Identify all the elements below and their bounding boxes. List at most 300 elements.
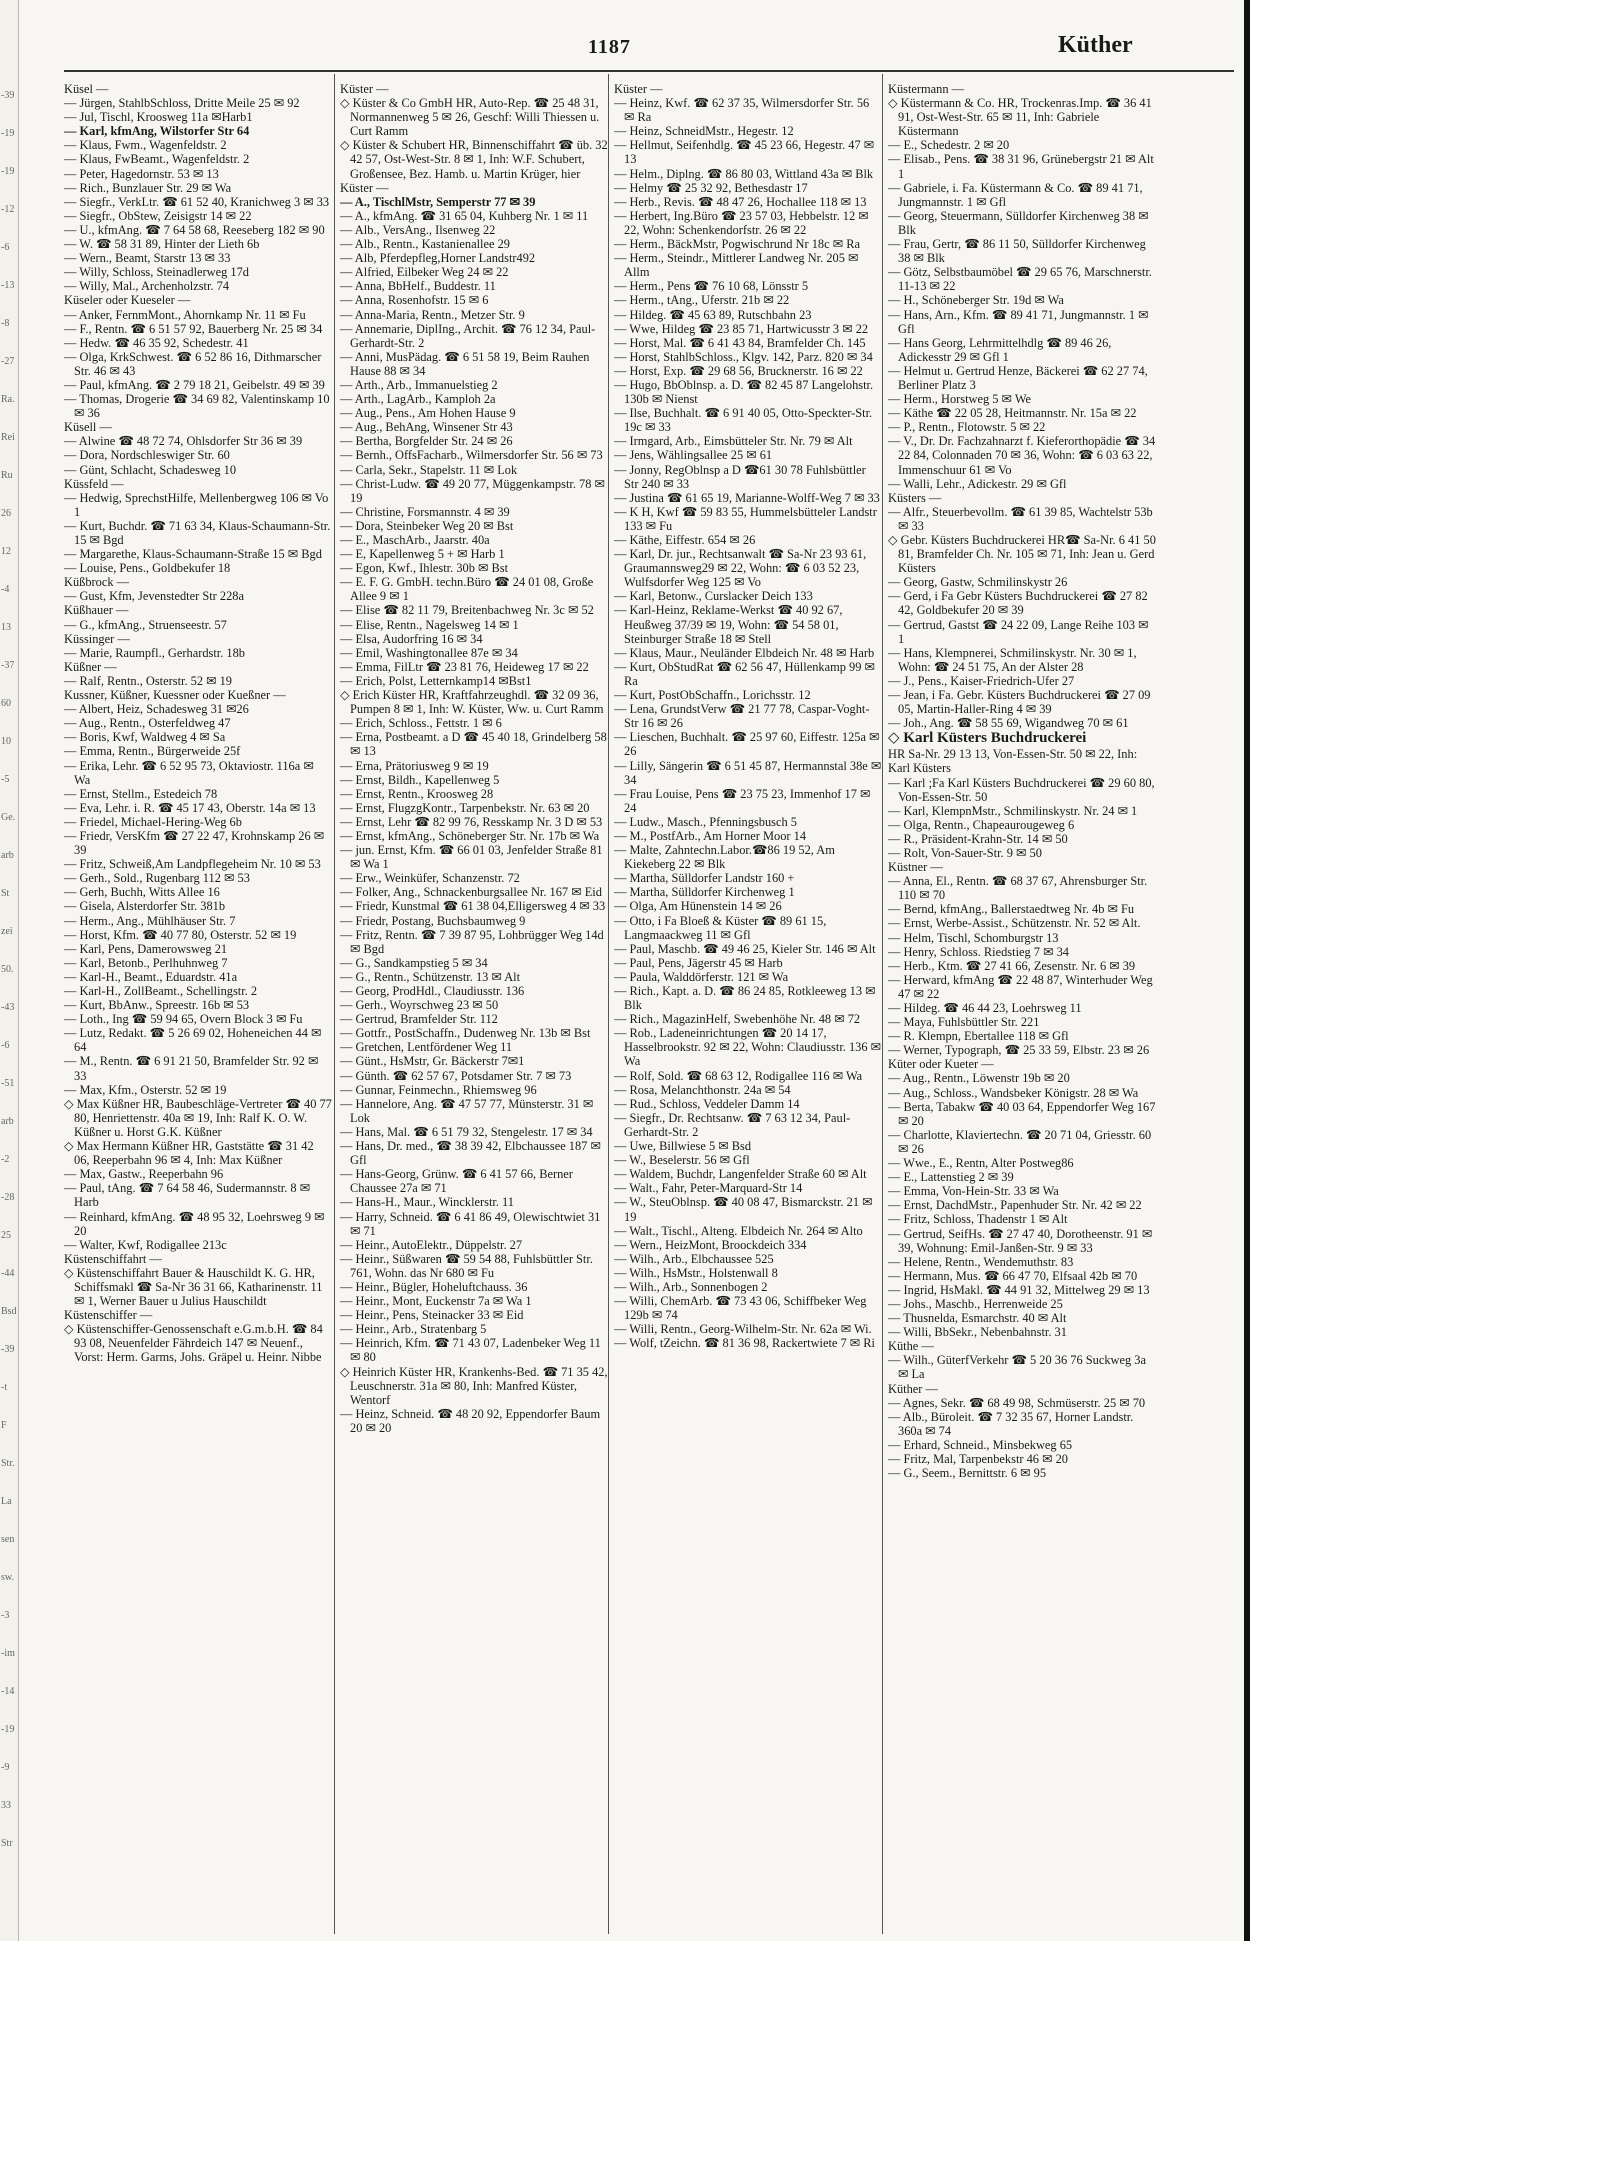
directory-entry: — Arth., Arb., Immanuelstieg 2 <box>340 377 498 392</box>
directory-entry: — Gunnar, Feinmechn., Rhiemsweg 96 <box>340 1082 537 1097</box>
directory-entry: — Anna, El., Rentn. ☎ 68 37 67, Ahrensburger Str. 110 ✉ 70 <box>888 874 1148 903</box>
directory-entry: — Gertrud, Bramfelder Str. 112 <box>340 1012 498 1027</box>
directory-entry: — Käthe ☎ 22 05 28, Heitmannstr. Nr. 15a ✉ 22 <box>888 406 1137 421</box>
directory-entry: — Alb., Rentn., Kastanienallee 29 <box>340 237 510 252</box>
directory-entry: — Waldem, Buchdr, Langenfelder Straße 60 ✉ Alt <box>614 1167 867 1182</box>
directory-entry: — Wern., Beamt, Starstr 13 ✉ 33 <box>64 251 231 266</box>
directory-entry: — J., Pens., Kaiser-Friedrich-Ufer 27 <box>888 673 1075 688</box>
directory-entry: — Friedel, Michael-Hering-Weg 6b <box>64 814 242 829</box>
directory-entry: — Carla, Sekr., Stapelstr. 11 ✉ Lok <box>340 462 518 477</box>
directory-entry: — M., PostfArb., Am Horner Moor 14 <box>614 828 807 843</box>
directory-entry: — Aug., Pens., Am Hohen Hause 9 <box>340 406 516 421</box>
edge-fragment: -43 <box>1 1002 15 1013</box>
edge-fragment: -14 <box>1 1686 15 1697</box>
surname-heading: Küseler oder Kueseler — <box>64 293 191 308</box>
column-2 <box>340 82 608 1932</box>
directory-entry: — Heinz, Schneid. ☎ 48 20 92, Eppendorfer Baum 20 ✉ 20 <box>340 1406 601 1435</box>
directory-entry: — Heinz, SchneidMstr., Hegestr. 12 <box>614 124 794 139</box>
directory-entry: — Helmut u. Gertrud Henze, Bäckerei ☎ 62 27 74, Berliner Platz 3 <box>888 363 1148 392</box>
directory-entry: — Elise ☎ 82 11 79, Breitenbachweg Nr. 3c ✉ 52 <box>340 603 594 618</box>
directory-entry: — Joh., Ang. ☎ 58 55 69, Wigandweg 70 ✉ 61 <box>888 716 1129 731</box>
directory-entry: — Uwe, Billwiese 5 ✉ Bsd <box>614 1139 752 1154</box>
directory-entry: — Karl-H., ZollBeamt., Schellingstr. 2 <box>64 984 258 998</box>
directory-entry: — Willi, ChemArb. ☎ 73 43 06, Schiffbeker Weg 129b ✉ 74 <box>614 1294 867 1323</box>
directory-entry: — Alfried, Eilbeker Weg 24 ✉ 22 <box>340 265 509 280</box>
directory-entry: — Willi, BbSekr., Nebenbahnstr. 31 <box>888 1325 1067 1340</box>
directory-entry: — Dora, Nordschleswiger Str. 60 <box>64 448 230 463</box>
edge-fragment: -51 <box>1 1078 15 1089</box>
directory-entry: — Gerh., Woyrschweg 23 ✉ 50 <box>340 998 499 1013</box>
directory-entry: — Arth., LagArb., Kamploh 2a <box>340 392 496 407</box>
directory-entry: — V., Dr. Dr. Fachzahnarzt f. Kieferorthopädie ☎ 34 22 84, Colonnaden 70 ✉ 36, Wohn: ☎ 6 03 63 22, Immenschuur 61 ✉ Vo <box>888 434 1156 477</box>
surname-heading: Küsell — <box>64 420 112 435</box>
directory-entry: — Hans-Georg, Grünw. ☎ 6 41 57 66, Berner Chaussee 27a ✉ 71 <box>340 1167 573 1196</box>
edge-fragment: Str. <box>1 1458 15 1469</box>
directory-entry: — Ernst, DachdMstr., Papenhuder Str. Nr. 42 ✉ 22 <box>888 1198 1142 1213</box>
directory-entry: — Hans, Klempnerei, Schmilinskystr. Nr. 30 ✉ 1, Wohn: ☎ 24 51 75, An der Alster 28 <box>888 645 1137 674</box>
directory-entry: — Erw., Weinküfer, Schanzenstr. 72 <box>340 871 520 886</box>
directory-entry: — Friedr, Postang, Buchsbaumweg 9 <box>340 913 526 928</box>
directory-entry: — Wolf, tZeichn. ☎ 81 36 98, Rackertwiete 7 ✉ Ri <box>614 1336 875 1351</box>
edge-fragment: -2 <box>1 1154 10 1165</box>
surname-heading: Küter oder Kueter — <box>888 1057 994 1072</box>
directory-entry: — Götz, Selbstbaumöbel ☎ 29 65 76, Marschnerstr. 11-13 ✉ 22 <box>888 265 1152 294</box>
directory-entry: — W., SteuOblnsp. ☎ 40 08 47, Bismarckstr. 21 ✉ 19 <box>614 1195 873 1224</box>
edge-fragment: 25 <box>1 1230 11 1241</box>
directory-entry: — Ilse, Buchhalt. ☎ 6 91 40 05, Otto-Speckter-Str. 19c ✉ 33 <box>614 406 873 435</box>
edge-fragment: -6 <box>1 242 10 253</box>
directory-entry: — Otto, i Fa Bloeß & Küster ☎ 89 61 15, Langmaackweg 11 ✉ Gfl <box>614 913 827 942</box>
directory-entry: — Horst, Mal. ☎ 6 41 43 84, Bramfelder Ch. 145 <box>614 335 866 350</box>
directory-entry: — Gisela, Alsterdorfer Str. 381b <box>64 899 226 914</box>
directory-entry: — Klaus, FwBeamt., Wagenfeldstr. 2 <box>64 152 250 167</box>
directory-entry: — Herb., Ktm. ☎ 27 41 66, Zesenstr. Nr. 6 ✉ 39 <box>888 958 1136 973</box>
edge-fragment: -3 <box>1 1610 10 1621</box>
directory-entry: — Hans-H., Maur., Wincklerstr. 11 <box>340 1195 514 1210</box>
surname-heading: Küßner — <box>64 659 117 674</box>
directory-entry: — Aug., Rentn., Osterfeldweg 47 <box>64 716 231 731</box>
directory-entry: — Heinr., Pens, Steinacker 33 ✉ Eid <box>340 1308 524 1323</box>
surname-heading: Küssfeld — <box>64 476 124 491</box>
directory-entry: — Ernst, FlugzgKontr., Tarpenbekstr. Nr. 63 ✉ 20 <box>340 800 590 815</box>
directory-entry: — Gust, Kfm, Jevenstedter Str 228a <box>64 589 244 604</box>
directory-entry: — Heinrich, Kfm. ☎ 71 43 07, Ladenbeker Weg 11 ✉ 80 <box>340 1336 601 1365</box>
directory-entry: — M., Rentn. ☎ 6 91 21 50, Bramfelder Str. 92 ✉ 33 <box>64 1054 319 1083</box>
header-rule <box>64 70 1234 72</box>
directory-entry: — Herm., Steindr., Mittlerer Landweg Nr. 205 ✉ Allm <box>614 251 859 280</box>
edge-fragment: -19 <box>1 166 15 177</box>
directory-entry: — G., Seem., Bernittstr. 6 ✉ 95 <box>888 1466 1047 1481</box>
edge-fragment: -5 <box>1 774 10 785</box>
directory-entry: — Martha, Sülldorfer Landstr 160 + <box>614 871 795 886</box>
directory-entry: — Lieschen, Buchhalt. ☎ 25 97 60, Eiffestr. 125a ✉ 26 <box>614 730 880 759</box>
directory-entry: — Georg, Gastw, Schmilinskystr 26 <box>888 575 1068 590</box>
directory-entry: — Ernst, Lehr ☎ 82 99 76, Resskamp Nr. 3 D ✉ 53 <box>340 814 603 829</box>
directory-entry: — Hedw. ☎ 46 35 92, Schedestr. 41 <box>64 335 249 350</box>
directory-entry: — Alfr., Steuerbevollm. ☎ 61 39 85, Wachtelstr 53b ✉ 33 <box>888 504 1153 533</box>
directory-entry: — Walter, Kwf, Rodigallee 213c <box>64 1237 227 1252</box>
surname-heading: ◇ Karl Küsters Buchdruckerei <box>888 730 1087 747</box>
directory-entry: — Boris, Kwf, Waldweg 4 ✉ Sa <box>64 730 226 745</box>
directory-entry: — Hans, Mal. ☎ 6 51 79 32, Stengelestr. 17 ✉ 34 <box>340 1124 593 1139</box>
directory-entry: — Ernst, kfmAng., Schöneberger Str. Nr. 17b ✉ Wa <box>340 828 600 843</box>
edge-fragment: -im <box>1 1648 15 1659</box>
directory-entry: — Paul, kfmAng. ☎ 2 79 18 21, Geibelstr. 49 ✉ 39 <box>64 377 325 392</box>
directory-entry: — Malte, Zahntechn.Labor.☎86 19 52, Am Kiekeberg 22 ✉ Blk <box>614 843 835 872</box>
edge-fragment: zei <box>1 926 13 937</box>
directory-entry: — Hannelore, Ang. ☎ 47 57 77, Münsterstr. 31 ✉ Lok <box>340 1096 594 1125</box>
page-number: 1187 <box>588 36 631 58</box>
directory-entry: — A., TischlMstr, Semperstr 77 ✉ 39 <box>340 194 536 209</box>
surname-heading: Küster — <box>340 180 389 195</box>
directory-entry: — Hans Georg, Lehrmittelhdlg ☎ 89 46 26, Adickesstr 29 ✉ Gfl 1 <box>888 335 1112 364</box>
directory-entry: — Karl, Dr. jur., Rechtsanwalt ☎ Sa-Nr 23 93 61, Graumannsweg29 ✉ 22, Wohn: ☎ 6 03 52 23, Wulfsdorfer Weg 125 ✉ Vo <box>614 547 867 590</box>
directory-entry: — Henry, Schloss. Riedstieg 7 ✉ 34 <box>888 944 1069 959</box>
directory-entry: — Hellmut, Seifenhdlg. ☎ 45 23 66, Hegestr. 47 ✉ 13 <box>614 138 875 167</box>
directory-entry: — E., MaschArb., Jaarstr. 40a <box>340 533 490 547</box>
directory-entry: — Gerd, i Fa Gebr Küsters Buchdruckerei ☎ 27 82 42, Goldbekufer 20 ✉ 39 <box>888 589 1148 618</box>
directory-entry: — jun. Ernst, Kfm. ☎ 66 01 03, Jenfelder Straße 81 ✉ Wa 1 <box>340 843 603 872</box>
edge-fragment: -6 <box>1 1040 10 1051</box>
directory-entry: — P., Rentn., Flotowstr. 5 ✉ 22 <box>888 420 1046 435</box>
directory-entry: — Gretchen, Lentfördener Weg 11 <box>340 1040 513 1055</box>
directory-entry: — Hermann, Mus. ☎ 66 47 70, Elfsaal 42b ✉ 70 <box>888 1268 1138 1283</box>
directory-entry: — Christine, Forsmannstr. 4 ✉ 39 <box>340 504 510 519</box>
surname-heading: Küßhauer — <box>64 603 129 618</box>
directory-entry: — Aug., Rentn., Löwenstr 19b ✉ 20 <box>888 1071 1070 1086</box>
directory-entry: — A., kfmAng. ☎ 31 65 04, Kuhberg Nr. 1 ✉ 11 <box>340 208 589 223</box>
edge-fragment: -12 <box>1 204 15 215</box>
directory-entry: — Anker, FernmMont., Ahornkamp Nr. 11 ✉ Fu <box>64 307 306 322</box>
directory-entry: — W. ☎ 58 31 89, Hinter der Lieth 6b <box>64 237 260 252</box>
directory-entry: — Gottfr., PostSchaffn., Dudenweg Nr. 13b ✉ Bst <box>340 1026 591 1041</box>
surname-heading: Küster — <box>340 82 389 96</box>
directory-entry: — Karl-H., Beamt., Eduardstr. 41a <box>64 969 238 984</box>
directory-entry: — Georg, Steuermann, Sülldorfer Kirchenweg 38 ✉ Blk <box>888 208 1149 237</box>
edge-fragment: -39 <box>1 1344 15 1355</box>
directory-entry: — K H, Kwf ☎ 59 83 55, Hummelsbütteler Landstr 133 ✉ Fu <box>614 504 877 533</box>
directory-entry: — Helm, Tischl, Schomburgstr 13 <box>888 930 1059 945</box>
directory-entry: — Herm., tAng., Uferstr. 21b ✉ 22 <box>614 293 790 308</box>
directory-entry: — Günt., HsMstr, Gr. Bäckerstr 7✉1 <box>340 1054 525 1069</box>
directory-entry: — Klaus, Fwm., Wagenfeldstr. 2 <box>64 138 227 153</box>
directory-entry: — Olga, Am Hünenstein 14 ✉ 26 <box>614 899 782 914</box>
directory-entry: — Rich., MagazinHelf, Swebenhöhe Nr. 48 ✉ 72 <box>614 1012 861 1027</box>
directory-entry: — Herward, kfmAng ☎ 22 48 87, Winterhuder Weg 47 ✉ 22 <box>888 972 1153 1001</box>
directory-entry: — Reinhard, kfmAng. ☎ 48 95 32, Loehrsweg 9 ✉ 20 <box>64 1209 325 1238</box>
directory-entry: — Horst, Exp. ☎ 29 68 56, Brucknerstr. 16 ✉ 22 <box>614 363 863 378</box>
edge-fragment: -28 <box>1 1192 15 1203</box>
directory-entry: — Erhard, Schneid., Minsbekweg 65 <box>888 1437 1073 1452</box>
surname-heading: Küsters — <box>888 490 942 505</box>
directory-entry: — Heinz, Kwf. ☎ 62 37 35, Wilmersdorfer Str. 56 ✉ Ra <box>614 96 870 125</box>
directory-entry: — G., Rentn., Schützenstr. 13 ✉ Alt <box>340 969 521 984</box>
directory-entry: — Kurt, BbAnw., Spreestr. 16b ✉ 53 <box>64 998 250 1013</box>
directory-entry: — Thomas, Drogerie ☎ 34 69 82, Valentinskamp 10 ✉ 36 <box>64 392 330 421</box>
directory-entry: — Rosa, Melanchthonstr. 24a ✉ 54 <box>614 1082 791 1097</box>
directory-entry: — Ernst, Stellm., Estedeich 78 <box>64 786 218 801</box>
surname-heading: Küstenschiffer — <box>64 1308 153 1323</box>
directory-entry: — Hans, Dr. med., ☎ 38 39 42, Elbchaussee 187 ✉ Gfl <box>340 1139 601 1168</box>
directory-entry: — Ernst, Bildh., Kapellenweg 5 <box>340 772 500 787</box>
directory-entry: — Thusnelda, Esmarchstr. 40 ✉ Alt <box>888 1311 1067 1326</box>
directory-entry: — Fritz, Mal, Tarpenbekstr 46 ✉ 20 <box>888 1452 1068 1466</box>
column-1 <box>64 82 332 1932</box>
directory-entry: — Walt., Tischl., Alteng. Elbdeich Nr. 264 ✉ Alto <box>614 1223 863 1238</box>
edge-fragment: -37 <box>1 660 15 671</box>
directory-entry: — Aug., BehAng, Winsener Str 43 <box>340 420 513 435</box>
scan-border <box>1244 0 1250 1941</box>
directory-entry: — Heinr., Bügler, Hoheluftchauss. 36 <box>340 1279 528 1294</box>
directory-entry: — Ernst, Werbe-Assist., Schützenstr. Nr. 52 ✉ Alt. <box>888 916 1141 931</box>
edge-fragment: Ge. <box>1 812 16 823</box>
directory-entry: — Willy, Schloss, Steinadlerweg 17d <box>64 265 249 280</box>
directory-entry: — Käthe, Eiffestr. 654 ✉ 26 <box>614 533 756 547</box>
directory-entry: — Gabriele, i. Fa. Küstermann & Co. ☎ 89 41 71, Jungmannstr. 1 ✉ Gfl <box>888 180 1143 209</box>
directory-entry: — Fritz, Rentn. ☎ 7 39 87 95, Lohbrügger Weg 14d ✉ Bgd <box>340 927 604 956</box>
directory-entry: — Herm., BäckMstr, Pogwischrund Nr 18c ✉ Ra <box>614 237 860 252</box>
directory-entry: — Gerh., Sold., Rugenbarg 112 ✉ 53 <box>64 871 250 886</box>
directory-entry: — Anna-Maria, Rentn., Metzer Str. 9 <box>340 307 525 322</box>
directory-entry: — Karl, Betonw., Curslacker Deich 133 <box>614 589 813 604</box>
directory-entry: — Loth., Ing ☎ 59 94 65, Overn Block 3 ✉ Fu <box>64 1012 303 1027</box>
directory-entry: — Margarethe, Klaus-Schaumann-Straße 15 ✉ Bgd <box>64 547 322 562</box>
directory-entry: — Hildeg. ☎ 45 63 89, Rutschbahn 23 <box>614 307 812 322</box>
directory-entry: — Herm., Ang., Mühlhäuser Str. 7 <box>64 913 236 928</box>
directory-entry: — Horst, StahlbSchloss., Klgv. 142, Parz. 820 ✉ 34 <box>614 349 873 364</box>
directory-entry: — H., Schöneberger Str. 19d ✉ Wa <box>888 293 1064 308</box>
running-header: Küther <box>1058 32 1133 58</box>
directory-entry: — Erika, Lehr. ☎ 6 52 95 73, Oktaviostr. 116a ✉ Wa <box>64 758 314 787</box>
edge-fragment: 12 <box>1 546 11 557</box>
directory-entry: — Alb, Pferdepfleg,Horner Landstr492 <box>340 251 536 266</box>
directory-entry: — Max, Kfm., Osterstr. 52 ✉ 19 <box>64 1082 227 1097</box>
edge-fragment: 50. <box>1 964 14 975</box>
directory-entry: — Paul, Maschb. ☎ 49 46 25, Kieler Str. 146 ✉ Alt <box>614 941 876 956</box>
directory-entry: — Rolt, Von-Sauer-Str. 9 ✉ 50 <box>888 845 1042 860</box>
directory-entry: — Erna, Postbeamt. a D ☎ 45 40 18, Grindelberg 58 ✉ 13 <box>340 730 607 759</box>
directory-entry: — Maya, Fuhlsbüttler Str. 221 <box>888 1015 1040 1030</box>
directory-entry: ◇ Erich Küster HR, Kraftfahrzeughdl. ☎ 32 09 36, Pumpen 8 ✉ 1, Inh: W. Küster, Ww. u. Curt Ramm <box>340 688 604 717</box>
directory-entry: — E, Kapellenweg 5 + ✉ Harb 1 <box>340 547 505 562</box>
directory-entry: — Lutz, Redakt. ☎ 5 26 69 02, Hoheneichen 44 ✉ 64 <box>64 1026 322 1055</box>
directory-entry: ◇ Max Hermann Küßner HR, Gaststätte ☎ 31 42 06, Reeperbahn 96 ✉ 4, Inh: Max Küßner <box>64 1139 314 1168</box>
directory-entry: — Emil, Washingtonallee 87e ✉ 34 <box>340 645 518 660</box>
directory-entry: — Bertha, Borgfelder Str. 24 ✉ 26 <box>340 434 513 449</box>
directory-entry: — Emma, Von-Hein-Str. 33 ✉ Wa <box>888 1184 1059 1199</box>
directory-entry: — Peter, Hagedornstr. 53 ✉ 13 <box>64 166 219 181</box>
directory-entry: — Herm., Horstweg 5 ✉ We <box>888 392 1032 407</box>
surname-heading: Küßbrock — <box>64 575 130 590</box>
directory-entry: — Jul, Tischl, Kroosweg 11a ✉Harb1 <box>64 110 253 125</box>
edge-fragment: Bsd <box>1 1306 17 1317</box>
column-divider <box>608 74 609 1934</box>
directory-entry: — Wilh., GüterfVerkehr ☎ 5 20 36 76 Suckweg 3a ✉ La <box>888 1353 1146 1382</box>
directory-entry: — Paul, tAng. ☎ 7 64 58 46, Sudermannstr. 8 ✉ Harb <box>64 1181 311 1210</box>
directory-entry: — Rich., Kapt. a. D. ☎ 86 24 85, Rotkleeweg 13 ✉ Blk <box>614 984 876 1013</box>
directory-entry: — Wern., HeizMont, Broockdeich 334 <box>614 1237 807 1252</box>
surname-heading: Küstermann — <box>888 82 965 96</box>
directory-entry: — Alb., Büroleit. ☎ 7 32 35 67, Horner Landstr. 360a ✉ 74 <box>888 1409 1134 1438</box>
directory-entry: ◇ Max Küßner HR, Baubeschläge-Vertreter ☎ 40 77 80, Henriettenstr. 40a ✉ 19, Inh: Ralf K. O. W. Küßner u. Horst G.K. Küßner <box>64 1096 332 1139</box>
edge-fragment: -39 <box>1 90 15 101</box>
directory-entry: — Fritz, Schweiß,Am Landpflegeheim Nr. 10 ✉ 53 <box>64 857 321 872</box>
directory-entry: — Eva, Lehr. i. R. ☎ 45 17 43, Oberstr. 14a ✉ 13 <box>64 800 316 815</box>
directory-entry: — Kurt, PostObSchaffn., Lorichsstr. 12 <box>614 688 811 703</box>
directory-entry: — Horst, Kfm. ☎ 40 77 80, Osterstr. 52 ✉ 19 <box>64 927 297 942</box>
directory-entry: — Ernst, Rentn., Kroosweg 28 <box>340 786 494 801</box>
directory-entry: — Rich., Bunzlauer Str. 29 ✉ Wa <box>64 180 232 195</box>
directory-entry: — W., Beselerstr. 56 ✉ Gfl <box>614 1153 750 1168</box>
directory-entry: — Wwe, Hildeg ☎ 23 85 71, Hartwicusstr 3 ✉ 22 <box>614 321 869 336</box>
directory-entry: — Klaus, Maur., Neuländer Elbdeich Nr. 48 ✉ Harb <box>614 645 875 660</box>
directory-entry: — Hildeg. ☎ 46 44 23, Loehrsweg 11 <box>888 1001 1082 1015</box>
directory-entry: — Dora, Steinbeker Weg 20 ✉ Bst <box>340 518 514 533</box>
directory-entry: — E. F. G. GmbH. techn.Büro ☎ 24 01 08, Große Allee 9 ✉ 1 <box>340 575 594 604</box>
surname-heading: Küstenschiffahrt — <box>64 1251 162 1266</box>
directory-entry: — E., Schedestr. 2 ✉ 20 <box>888 138 1010 153</box>
directory-entry: — Alwine ☎ 48 72 74, Ohlsdorfer Str 36 ✉ 39 <box>64 434 303 449</box>
edge-fragment: St <box>1 888 10 899</box>
directory-entry: — Annemarie, DiplIng., Archit. ☎ 76 12 34, Paul-Gerhardt-Str. 2 <box>340 321 596 350</box>
edge-fragment: -13 <box>1 280 15 291</box>
directory-entry: — Karl ;Fa Karl Küsters Buchdruckerei ☎ 29 60 80, Von-Essen-Str. 50 <box>888 775 1155 804</box>
column-divider <box>882 74 883 1934</box>
edge-fragment: -19 <box>1 128 15 139</box>
directory-entry: — Siegfr., VerkLtr. ☎ 61 52 40, Kranichweg 3 ✉ 33 <box>64 194 330 209</box>
directory-entry: — Walli, Lehr., Adickestr. 29 ✉ Gfl <box>888 476 1067 491</box>
edge-fragment: 33 <box>1 1800 11 1811</box>
directory-entry: — Georg, ProdHdl., Claudiusstr. 136 <box>340 984 525 998</box>
directory-entry: — Emma, Rentn., Bürgerweide 25f <box>64 744 241 759</box>
directory-entry: — Lilly, Sängerin ☎ 6 51 45 87, Hermannstal 38e ✉ 34 <box>614 758 882 787</box>
directory-entry: — Heinr., Arb., Stratenbarg 5 <box>340 1322 487 1337</box>
directory-entry: — Herm., Pens ☎ 76 10 68, Lönsstr 5 <box>614 279 809 294</box>
surname-heading: HR Sa-Nr. 29 13 13, Von-Essen-Str. 50 ✉ 22, Inh: Karl Küsters <box>888 747 1138 776</box>
directory-entry: — Siegfr., ObStew, Zeisigstr 14 ✉ 22 <box>64 208 252 223</box>
edge-fragment: -27 <box>1 356 15 367</box>
directory-entry: — Willy, Mal., Archenholzstr. 74 <box>64 279 230 294</box>
directory-entry: — Elise, Rentn., Nagelsweg 14 ✉ 1 <box>340 617 519 632</box>
directory-entry: — Jürgen, StahlbSchloss, Dritte Meile 25 ✉ 92 <box>64 96 300 111</box>
directory-entry: — Gerh, Buchh, Witts Allee 16 <box>64 885 220 900</box>
directory-entry: — Günth. ☎ 62 57 67, Potsdamer Str. 7 ✉ 73 <box>340 1068 572 1083</box>
edge-fragment: 13 <box>1 622 11 633</box>
directory-entry: — Kurt, Buchdr. ☎ 71 63 34, Klaus-Schaumann-Str. 15 ✉ Bgd <box>64 518 331 547</box>
directory-entry: — Olga, Rentn., Chapeaurougeweg 6 <box>888 817 1075 832</box>
directory-entry: — Jens, Wählingsallee 25 ✉ 61 <box>614 448 773 463</box>
directory-entry: — Anna, Rosenhofstr. 15 ✉ 6 <box>340 293 489 308</box>
column-4 <box>888 82 1156 1932</box>
directory-entry: ◇ Gebr. Küsters Buchdruckerei HR☎ Sa-Nr. 6 41 50 81, Bramfelder Ch. Nr. 105 ✉ 71, Inh: Jean u. Gerd Küsters <box>888 533 1156 576</box>
directory-entry: — Helmy ☎ 25 32 92, Bethesdastr 17 <box>614 180 808 195</box>
directory-entry: — Jean, i Fa. Gebr. Küsters Buchdruckerei ☎ 27 09 05, Martin-Haller-Ring 4 ✉ 39 <box>888 688 1151 717</box>
directory-entry: — Elisab., Pens. ☎ 38 31 96, Grünebergstr 21 ✉ Alt 1 <box>888 152 1154 181</box>
directory-entry: ◇ Küstermann & Co. HR, Trockenras.Imp. ☎ 36 41 91, Ost-West-Str. 65 ✉ 11, Inh: Gabriele Küstermann <box>888 96 1152 139</box>
directory-entry: — Erich, Schloss., Fettstr. 1 ✉ 6 <box>340 716 502 731</box>
directory-entry: — Louise, Pens., Goldbekufer 18 <box>64 561 231 576</box>
directory-entry: — Bernh., OffsFacharb., Wilmersdorfer Str. 56 ✉ 73 <box>340 448 603 463</box>
directory-entry: — Hedwig, SprechstHilfe, Mellenbergweg 106 ✉ Vo 1 <box>64 490 329 519</box>
surname-heading: Kussner, Küßner, Kuessner oder Kueßner — <box>64 688 286 703</box>
directory-entry: — Emma, FilLtr ☎ 23 81 76, Heideweg 17 ✉ 22 <box>340 659 589 674</box>
directory-entry: — F., Rentn. ☎ 6 51 57 92, Bauerberg Nr. 25 ✉ 34 <box>64 321 323 336</box>
directory-entry: — Ralf, Rentn., Osterstr. 52 ✉ 19 <box>64 673 233 688</box>
directory-entry: — Karl-Heinz, Reklame-Werkst ☎ 40 92 67, Heußweg 37/39 ✉ 19, Wohn: ☎ 54 58 01, Steinburger Straße 18 ✉ Stell <box>614 603 843 646</box>
directory-entry: — E., Lattenstieg 2 ✉ 39 <box>888 1170 1014 1185</box>
directory-entry: — Heinr., AutoElektr., Düppelstr. 27 <box>340 1237 523 1252</box>
directory-entry: — Rolf, Sold. ☎ 68 63 12, Rodigallee 116 ✉ Wa <box>614 1068 863 1083</box>
surname-heading: Küssinger — <box>64 631 130 646</box>
directory-entry: — Lena, GrundstVerw ☎ 21 77 78, Caspar-Voght-Str 16 ✉ 26 <box>614 702 870 731</box>
directory-entry: — Paul, Pens, Jägerstr 45 ✉ Harb <box>614 955 783 970</box>
directory-entry: — Herbert, Ing.Büro ☎ 23 57 03, Hebbelstr. 12 ✉ 22, Wohn: Schenkendorfstr. 26 ✉ 22 <box>614 208 869 237</box>
directory-entry: — Folker, Ang., Schnackenburgsallee Nr. 167 ✉ Eid <box>340 885 602 900</box>
directory-entry: ◇ Heinrich Küster HR, Krankenhs-Bed. ☎ 71 35 42, Leuschnerstr. 31a ✉ 80, Inh: Manfred Küster, Wentorf <box>340 1364 608 1407</box>
directory-entry: — Anna, BbHelf., Buddestr. 11 <box>340 279 496 294</box>
directory-entry: — Marie, Raumpfl., Gerhardstr. 18b <box>64 645 246 660</box>
directory-entry: — Ludw., Masch., Pfenningsbusch 5 <box>614 814 797 829</box>
directory-entry: — U., kfmAng. ☎ 7 64 58 68, Reeseberg 182 ✉ 90 <box>64 222 325 237</box>
surname-heading: Küsel — <box>64 82 109 96</box>
directory-entry: — Harry, Schneid. ☎ 6 41 86 49, Olewischtwiet 31 ✉ 71 <box>340 1209 601 1238</box>
directory-entry: — R. Klempn, Ebertallee 118 ✉ Gfl <box>888 1029 1069 1044</box>
directory-entry: — Frau, Gertr, ☎ 86 11 50, Sülldorfer Kirchenweg 38 ✉ Blk <box>888 237 1146 266</box>
directory-entry: — Paula, Walddörferstr. 121 ✉ Wa <box>614 969 789 984</box>
edge-fragment: arb <box>1 1116 14 1127</box>
directory-entry: ◇ Küstenschiffahrt Bauer & Hauschildt K. G. HR, Schiffsmakl ☎ Sa-Nr 36 31 66, Katharinenstr. 11 ✉ 1, Werner Bauer u Julius Hauschildt <box>64 1265 323 1309</box>
edge-fragment: sw. <box>1 1572 14 1583</box>
directory-entry: — Helm., Diplng. ☎ 86 80 03, Wittland 43a ✉ Blk <box>614 166 874 181</box>
edge-fragment: Str <box>1 1838 13 1849</box>
directory-entry: — Aug., Schloss., Wandsbeker Königstr. 28 ✉ Wa <box>888 1085 1139 1100</box>
directory-entry: — Karl, KlempnMstr., Schmilinskystr. Nr. 24 ✉ 1 <box>888 803 1138 818</box>
directory-entry: — Hugo, BbOblnsp. a. D. ☎ 82 45 87 Langelohstr. 130b ✉ Nienst <box>614 377 874 407</box>
directory-entry: — Werner, Typograph, ☎ 25 33 59, Elbstr. 23 ✉ 26 <box>888 1043 1150 1058</box>
directory-entry: — Irmgard, Arb., Eimsbütteler Str. Nr. 79 ✉ Alt <box>614 434 853 449</box>
directory-entry: — Ingrid, HsMakl. ☎ 44 91 32, Mittelweg 29 ✉ 13 <box>888 1282 1150 1297</box>
directory-entry: — Fritz, Schloss, Thadenstr 1 ✉ Alt <box>888 1212 1068 1227</box>
directory-entry: — Olga, KrkSchwest. ☎ 6 52 86 16, Dithmarscher Str. 46 ✉ 43 <box>64 349 322 378</box>
directory-entry: — Rob., Ladeneinrichtungen ☎ 20 14 17, Hasselbrookstr. 92 ✉ 22, Wohn: Claudiusstr. 136 ✉ Wa <box>614 1026 882 1069</box>
directory-entry: — Willi, Rentn., Georg-Wilhelm-Str. Nr. 62a ✉ Wi. <box>614 1322 872 1337</box>
directory-entry: — Wilh., Arb., Elbchaussee 525 <box>614 1251 774 1266</box>
directory-entry: — Max, Gastw., Reeperbahn 96 <box>64 1167 224 1182</box>
directory-entry: — Friedr, Kunstmal ☎ 61 38 04,Elligersweg 4 ✉ 33 <box>340 899 606 914</box>
edge-fragment: 26 <box>1 508 11 519</box>
edge-fragment: -8 <box>1 318 10 329</box>
directory-entry: — Martha, Sülldorfer Kirchenweg 1 <box>614 885 795 900</box>
directory-entry: — Erna, Prätoriusweg 9 ✉ 19 <box>340 758 489 773</box>
directory-entry: — Jonny, RegOblnsp a D ☎61 30 78 Fuhlsbüttler Str 240 ✉ 33 <box>614 462 866 491</box>
surname-heading: Küster — <box>614 82 663 96</box>
surname-heading: Küstner — <box>888 860 943 875</box>
edge-fragment: -4 <box>1 584 10 595</box>
directory-entry: — Walt., Fahr, Peter-Marquard-Str 14 <box>614 1181 803 1196</box>
directory-entry: — G., Sandkampstieg 5 ✉ 34 <box>340 955 488 970</box>
directory-entry: — Kurt, ObStudRat ☎ 62 56 47, Hüllenkamp 99 ✉ Ra <box>614 659 875 688</box>
surname-heading: Küthe — <box>888 1339 934 1354</box>
directory-entry: — Günt, Schlacht, Schadesweg 10 <box>64 462 237 477</box>
directory-entry: — Rud., Schloss, Veddeler Damm 14 <box>614 1096 800 1111</box>
directory-entry: — Anni, MusPädag. ☎ 6 51 58 19, Beim Rauhen Hause 88 ✉ 34 <box>340 349 590 378</box>
directory-entry: ◇ Küster & Schubert HR, Binnenschiffahrt ☎ üb. 32 42 57, Ost-West-Str. 8 ✉ 1, Inh: W.F. Schubert, Großensee, Bez. Hamb. u. Martin Krüger, hier <box>340 138 608 181</box>
directory-entry: — Egon, Kwf., Ihlestr. 30b ✉ Bst <box>340 561 509 576</box>
edge-fragment: -19 <box>1 1724 15 1735</box>
directory-entry: — Alb., VersAng., Ilsenweg 22 <box>340 222 496 237</box>
directory-entry: — Berta, Tabakw ☎ 40 03 64, Eppendorfer Weg 167 ✉ 20 <box>888 1099 1156 1128</box>
directory-entry: ◇ Küstenschiffer-Genossenschaft e.G.m.b.H. ☎ 84 93 08, Neuenfelder Fährdeich 147 ✉ Neuenf., Vorst: Herm. Garms, Johs. Gräpel u. Heinr. Nibbe <box>64 1322 323 1365</box>
